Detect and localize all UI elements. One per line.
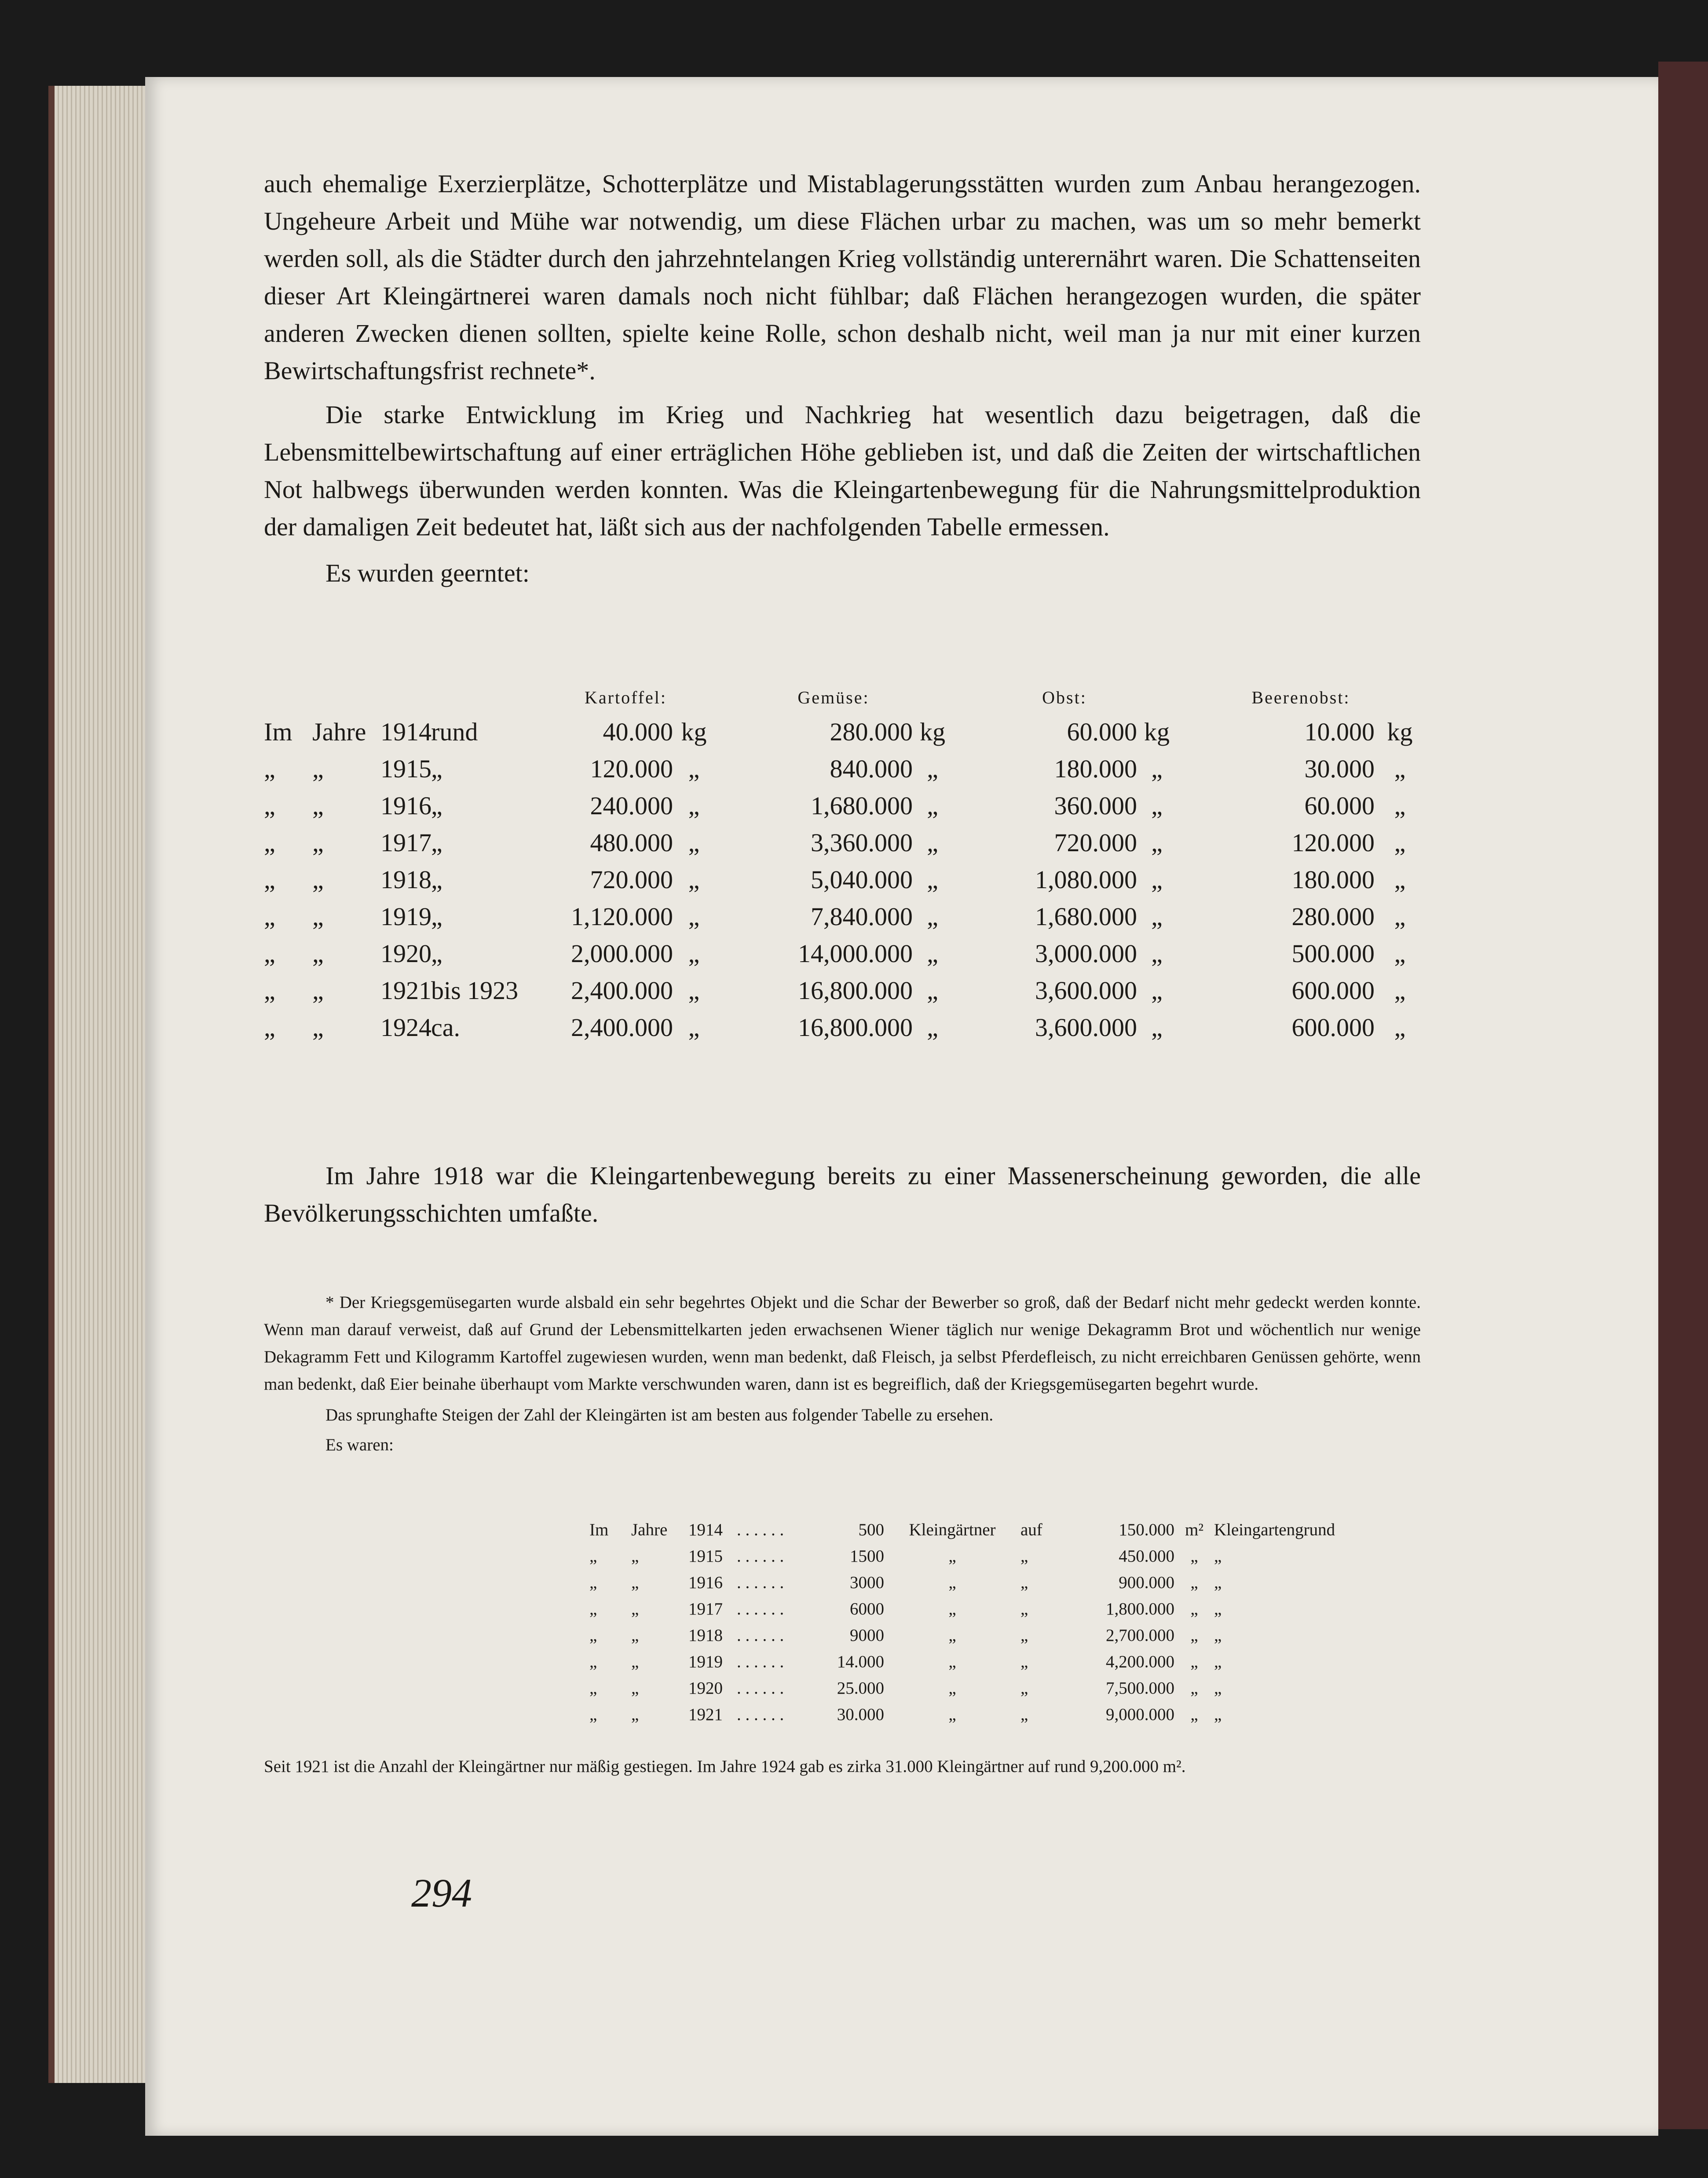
area-label: „ bbox=[1214, 1652, 1222, 1671]
leader-dots: . . . . . . bbox=[737, 1679, 784, 1698]
area-label: „ bbox=[1214, 1573, 1222, 1592]
unit: „ bbox=[688, 1013, 700, 1042]
row-year: 1919 bbox=[688, 1652, 723, 1671]
area-label: „ bbox=[1214, 1547, 1222, 1566]
row-label: Im bbox=[589, 1520, 609, 1539]
unit: „ bbox=[1394, 902, 1406, 931]
gardener-label: „ bbox=[948, 1679, 956, 1698]
table-row bbox=[264, 1013, 1425, 1050]
unit: kg bbox=[1387, 717, 1413, 746]
kartoffel-value: 720.000 bbox=[590, 865, 673, 894]
main-text bbox=[264, 165, 1421, 592]
gemuese-value: 280.000 bbox=[830, 717, 913, 746]
row-label: Jahre bbox=[312, 717, 366, 746]
obst-value: 180.000 bbox=[1054, 754, 1137, 783]
kartoffel-value: 2,400.000 bbox=[571, 976, 673, 1005]
unit: „ bbox=[1151, 828, 1163, 857]
unit: „ bbox=[927, 939, 938, 968]
unit: „ bbox=[688, 976, 700, 1005]
area-label: „ bbox=[1214, 1626, 1222, 1645]
obst-value: 1,680.000 bbox=[1035, 902, 1137, 931]
table-row bbox=[589, 1625, 1372, 1652]
beerenobst-value: 280.000 bbox=[1291, 902, 1375, 931]
header-beerenobst: Beerenobst: bbox=[1251, 687, 1350, 707]
gardener-label: „ bbox=[948, 1547, 956, 1566]
row-qualifier: „ bbox=[431, 754, 443, 783]
row-qualifier: rund bbox=[431, 717, 478, 746]
area-value: 900.000 bbox=[1119, 1573, 1174, 1592]
row-qualifier: bis 1923 bbox=[431, 976, 519, 1005]
area-value: 4,200.000 bbox=[1106, 1652, 1174, 1671]
row-label: „ bbox=[631, 1705, 639, 1724]
row-year: 1924 bbox=[380, 1013, 432, 1042]
row-year: 1918 bbox=[380, 865, 432, 894]
unit: „ bbox=[927, 865, 938, 894]
unit: „ bbox=[688, 828, 700, 857]
row-label: „ bbox=[589, 1547, 597, 1566]
row-year: 1914 bbox=[380, 717, 432, 746]
gardener-label: „ bbox=[948, 1573, 956, 1592]
area-unit: „ bbox=[1190, 1573, 1198, 1592]
row-label: „ bbox=[312, 828, 324, 857]
row-qualifier: „ bbox=[431, 902, 443, 931]
row-year: 1915 bbox=[380, 754, 432, 783]
row-label: „ bbox=[264, 865, 275, 894]
preposition: „ bbox=[1020, 1600, 1028, 1618]
row-label: „ bbox=[589, 1679, 597, 1698]
leader-dots: . . . . . . bbox=[737, 1600, 784, 1618]
leader-dots: . . . . . . bbox=[737, 1626, 784, 1645]
row-label: „ bbox=[631, 1652, 639, 1671]
gardener-label: Kleingärtner bbox=[909, 1520, 996, 1539]
preposition: „ bbox=[1020, 1573, 1028, 1592]
row-label: „ bbox=[312, 865, 324, 894]
row-year: 1914 bbox=[688, 1520, 723, 1539]
row-label: „ bbox=[631, 1600, 639, 1618]
gardener-count: 6000 bbox=[850, 1600, 884, 1618]
gemuese-value: 3,360.000 bbox=[811, 828, 913, 857]
obst-value: 60.000 bbox=[1067, 717, 1137, 746]
beerenobst-value: 120.000 bbox=[1291, 828, 1375, 857]
row-label: Jahre bbox=[631, 1520, 668, 1539]
gemuese-value: 1,680.000 bbox=[811, 791, 913, 820]
gardener-label: „ bbox=[948, 1600, 956, 1618]
beerenobst-value: 600.000 bbox=[1291, 1013, 1375, 1042]
area-unit: „ bbox=[1190, 1679, 1198, 1698]
gardener-count: 9000 bbox=[850, 1626, 884, 1645]
kartoffel-value: 240.000 bbox=[590, 791, 673, 820]
after-table-paragraph: Im Jahre 1918 war die Kleingartenbewegung bereits zu einer Massenerscheinung geworden, die alle Bevölkerungsschichten umfaßte. bbox=[264, 1161, 1421, 1227]
unit: „ bbox=[927, 976, 938, 1005]
table-row bbox=[589, 1546, 1372, 1573]
row-label: „ bbox=[589, 1652, 597, 1671]
unit: kg bbox=[1144, 717, 1170, 746]
footnote-3: Es waren: bbox=[326, 1435, 394, 1454]
footnote bbox=[264, 1289, 1421, 1459]
area-value: 7,500.000 bbox=[1106, 1679, 1174, 1698]
row-label: „ bbox=[589, 1600, 597, 1618]
gemuese-value: 16,800.000 bbox=[798, 976, 913, 1005]
preposition: „ bbox=[1020, 1705, 1028, 1724]
row-label: „ bbox=[589, 1573, 597, 1592]
beerenobst-value: 500.000 bbox=[1291, 939, 1375, 968]
row-label: „ bbox=[264, 1013, 275, 1042]
row-label: „ bbox=[312, 976, 324, 1005]
area-label: „ bbox=[1214, 1705, 1222, 1724]
obst-value: 360.000 bbox=[1054, 791, 1137, 820]
gardener-count: 30.000 bbox=[837, 1705, 884, 1724]
gardens-table bbox=[589, 1520, 1372, 1731]
gardener-label: „ bbox=[948, 1626, 956, 1645]
row-year: 1920 bbox=[380, 939, 432, 968]
row-year: 1919 bbox=[380, 902, 432, 931]
unit: „ bbox=[1151, 754, 1163, 783]
row-label: „ bbox=[631, 1679, 639, 1698]
row-year: 1921 bbox=[380, 976, 432, 1005]
area-unit: „ bbox=[1190, 1600, 1198, 1618]
table-row bbox=[264, 754, 1425, 791]
closing-paragraph: Seit 1921 ist die Anzahl der Kleingärtner nur mäßig gestiegen. Im Jahre 1924 gab es zirka 31.000 Kleingärtner auf rund 9,200.000 m². bbox=[264, 1757, 1186, 1776]
leader-dots: . . . . . . bbox=[737, 1573, 784, 1592]
area-value: 9,000.000 bbox=[1106, 1705, 1174, 1724]
preposition: „ bbox=[1020, 1679, 1028, 1698]
row-label: Im bbox=[264, 717, 293, 746]
row-label: „ bbox=[312, 791, 324, 820]
row-label: „ bbox=[631, 1573, 639, 1592]
unit: kg bbox=[920, 717, 946, 746]
paragraph-3: Es wurden geerntet: bbox=[326, 559, 530, 587]
area-unit: m² bbox=[1185, 1520, 1204, 1539]
leader-dots: . . . . . . bbox=[737, 1705, 784, 1724]
unit: „ bbox=[1394, 865, 1406, 894]
harvest-table bbox=[264, 677, 1425, 1050]
row-qualifier: „ bbox=[431, 865, 443, 894]
table-row bbox=[264, 717, 1425, 754]
kartoffel-value: 120.000 bbox=[590, 754, 673, 783]
footnote-1: * Der Kriegsgemüsegarten wurde alsbald ein sehr begehrtes Objekt und die Schar der Bewerber so groß, daß der Bedarf nicht mehr gedeckt werden konnte. Wenn man darauf verweist, daß auf Grund der Lebensmittelkarten jeden erwachsenen Wiener täglich nur wenige Dekagramm Brot und wöchentlich nur wenige Dekagramm Fett und Kilogramm Kartoffel zugewiesen wurden, wenn man bedenkt, daß Fleisch, ja selbst Pferdefleisch, zu nicht erreichbaren Genüssen gehörte, wenn man bedenkt, daß Eier beinahe überhaupt vom Markte verschwunden waren, dann ist es begreiflich, daß der Kriegsgemüsegarten begehrt wurde. bbox=[264, 1293, 1421, 1394]
kartoffel-value: 480.000 bbox=[590, 828, 673, 857]
gemuese-value: 7,840.000 bbox=[811, 902, 913, 931]
gardener-label: „ bbox=[948, 1652, 956, 1671]
unit: „ bbox=[1394, 754, 1406, 783]
unit: „ bbox=[1394, 791, 1406, 820]
gardener-count: 3000 bbox=[850, 1573, 884, 1592]
kartoffel-value: 2,400.000 bbox=[571, 1013, 673, 1042]
unit: „ bbox=[688, 865, 700, 894]
page-number: 294 bbox=[411, 1871, 472, 1915]
table-row bbox=[264, 828, 1425, 865]
unit: „ bbox=[927, 791, 938, 820]
unit: „ bbox=[1394, 976, 1406, 1005]
preposition: „ bbox=[1020, 1626, 1028, 1645]
gemuese-value: 16,800.000 bbox=[798, 1013, 913, 1042]
row-year: 1916 bbox=[380, 791, 432, 820]
preposition: auf bbox=[1020, 1520, 1042, 1539]
table-row bbox=[589, 1705, 1372, 1731]
row-year: 1921 bbox=[688, 1705, 723, 1724]
unit: „ bbox=[688, 902, 700, 931]
row-qualifier: ca. bbox=[431, 1013, 460, 1042]
unit: „ bbox=[1151, 902, 1163, 931]
row-label: „ bbox=[264, 939, 275, 968]
area-label: „ bbox=[1214, 1600, 1222, 1618]
row-year: 1920 bbox=[688, 1679, 723, 1698]
table-row bbox=[264, 976, 1425, 1013]
leader-dots: . . . . . . bbox=[737, 1547, 784, 1566]
gemuese-value: 14,000.000 bbox=[798, 939, 913, 968]
unit: „ bbox=[1151, 976, 1163, 1005]
unit: „ bbox=[1151, 1013, 1163, 1042]
row-label: „ bbox=[631, 1626, 639, 1645]
gardener-count: 1500 bbox=[850, 1547, 884, 1566]
area-value: 2,700.000 bbox=[1106, 1626, 1174, 1645]
gardener-label: „ bbox=[948, 1705, 956, 1724]
harvest-header-row bbox=[264, 677, 1425, 717]
obst-value: 720.000 bbox=[1054, 828, 1137, 857]
table-row bbox=[264, 902, 1425, 939]
unit: kg bbox=[681, 717, 707, 746]
row-qualifier: „ bbox=[431, 828, 443, 857]
row-year: 1918 bbox=[688, 1626, 723, 1645]
beerenobst-value: 30.000 bbox=[1304, 754, 1375, 783]
area-label: „ bbox=[1214, 1679, 1222, 1698]
row-year: 1917 bbox=[688, 1600, 723, 1618]
unit: „ bbox=[1394, 939, 1406, 968]
area-label: Kleingartengrund bbox=[1214, 1520, 1335, 1539]
unit: „ bbox=[927, 754, 938, 783]
area-unit: „ bbox=[1190, 1626, 1198, 1645]
unit: „ bbox=[927, 828, 938, 857]
unit: „ bbox=[1151, 791, 1163, 820]
unit: „ bbox=[927, 902, 938, 931]
area-value: 150.000 bbox=[1119, 1520, 1174, 1539]
table-row bbox=[589, 1652, 1372, 1678]
area-unit: „ bbox=[1190, 1547, 1198, 1566]
row-year: 1915 bbox=[688, 1547, 723, 1566]
paragraph-1: auch ehemalige Exerzierplätze, Schotterplätze und Mistablagerungsstätten wurden zum Anbau herangezogen. Ungeheure Arbeit und Mühe war notwendig, um diese Flächen urbar zu machen, was um so mehr bemerkt werden soll, als die Städter durch den jahrzehntelangen Krieg vollständig unterernährt waren. Die Schattenseiten dieser Art Kleingärtnerei waren damals noch nicht fühlbar; daß Flächen herangezogen wurden, die später anderen Zwecken dienen sollten, spielte keine Rolle, schon deshalb nicht, weil man ja nur mit einer kurzen Bewirtschaftungsfrist rechnete*. bbox=[264, 169, 1421, 385]
row-label: „ bbox=[312, 902, 324, 931]
gardener-count: 14.000 bbox=[837, 1652, 884, 1671]
gemuese-value: 5,040.000 bbox=[811, 865, 913, 894]
row-label: „ bbox=[264, 828, 275, 857]
table-row bbox=[589, 1599, 1372, 1625]
footnote-2: Das sprunghafte Steigen der Zahl der Kleingärten ist am besten aus folgender Tabelle zu ersehen. bbox=[326, 1406, 994, 1424]
row-qualifier: „ bbox=[431, 791, 443, 820]
table-row bbox=[589, 1573, 1372, 1599]
table-row bbox=[264, 865, 1425, 902]
row-label: „ bbox=[589, 1705, 597, 1724]
gardener-count: 500 bbox=[858, 1520, 884, 1539]
row-label: „ bbox=[264, 976, 275, 1005]
unit: „ bbox=[1394, 1013, 1406, 1042]
obst-value: 1,080.000 bbox=[1035, 865, 1137, 894]
kartoffel-value: 1,120.000 bbox=[571, 902, 673, 931]
row-label: „ bbox=[589, 1626, 597, 1645]
unit: „ bbox=[688, 939, 700, 968]
kartoffel-value: 40.000 bbox=[603, 717, 673, 746]
obst-value: 3,000.000 bbox=[1035, 939, 1137, 968]
unit: „ bbox=[688, 791, 700, 820]
kartoffel-value: 2,000.000 bbox=[571, 939, 673, 968]
row-qualifier: „ bbox=[431, 939, 443, 968]
book-cover-right bbox=[1658, 62, 1708, 2129]
gemuese-value: 840.000 bbox=[830, 754, 913, 783]
unit: „ bbox=[927, 1013, 938, 1042]
beerenobst-value: 10.000 bbox=[1304, 717, 1375, 746]
unit: „ bbox=[1151, 865, 1163, 894]
table-row bbox=[264, 939, 1425, 976]
row-label: „ bbox=[312, 754, 324, 783]
row-label: „ bbox=[631, 1547, 639, 1566]
leader-dots: . . . . . . bbox=[737, 1652, 784, 1671]
row-label: „ bbox=[312, 939, 324, 968]
beerenobst-value: 180.000 bbox=[1291, 865, 1375, 894]
obst-value: 3,600.000 bbox=[1035, 976, 1137, 1005]
header-kartoffel: Kartoffel: bbox=[585, 687, 667, 707]
unit: „ bbox=[688, 754, 700, 783]
header-gemuese: Gemüse: bbox=[797, 687, 870, 707]
gardener-count: 25.000 bbox=[837, 1679, 884, 1698]
beerenobst-value: 60.000 bbox=[1304, 791, 1375, 820]
table-row bbox=[264, 791, 1425, 828]
table-row bbox=[589, 1678, 1372, 1705]
table-row bbox=[589, 1520, 1372, 1546]
unit: „ bbox=[1394, 828, 1406, 857]
obst-value: 3,600.000 bbox=[1035, 1013, 1137, 1042]
area-unit: „ bbox=[1190, 1705, 1198, 1724]
area-unit: „ bbox=[1190, 1652, 1198, 1671]
preposition: „ bbox=[1020, 1547, 1028, 1566]
area-value: 450.000 bbox=[1119, 1547, 1174, 1566]
unit: „ bbox=[1151, 939, 1163, 968]
area-value: 1,800.000 bbox=[1106, 1600, 1174, 1618]
row-label: „ bbox=[264, 902, 275, 931]
preposition: „ bbox=[1020, 1652, 1028, 1671]
row-label: „ bbox=[264, 791, 275, 820]
beerenobst-value: 600.000 bbox=[1291, 976, 1375, 1005]
leader-dots: . . . . . . bbox=[737, 1520, 784, 1539]
row-year: 1916 bbox=[688, 1573, 723, 1592]
row-label: „ bbox=[264, 754, 275, 783]
paragraph-2: Die starke Entwicklung im Krieg und Nachkrieg hat wesentlich dazu beigetragen, daß die Lebensmittelbewirtschaftung auf einer erträglichen Höhe geblieben ist, und daß die Zeiten der wirtschaftlichen Not halbwegs überwunden werden konnten. Was die Kleingartenbewegung für die Nahrungsmittelproduktion der damaligen Zeit bedeutet hat, läßt sich aus der nachfolgenden Tabelle ermessen. bbox=[264, 400, 1421, 541]
header-obst: Obst: bbox=[1042, 687, 1087, 707]
row-label: „ bbox=[312, 1013, 324, 1042]
row-year: 1917 bbox=[380, 828, 432, 857]
